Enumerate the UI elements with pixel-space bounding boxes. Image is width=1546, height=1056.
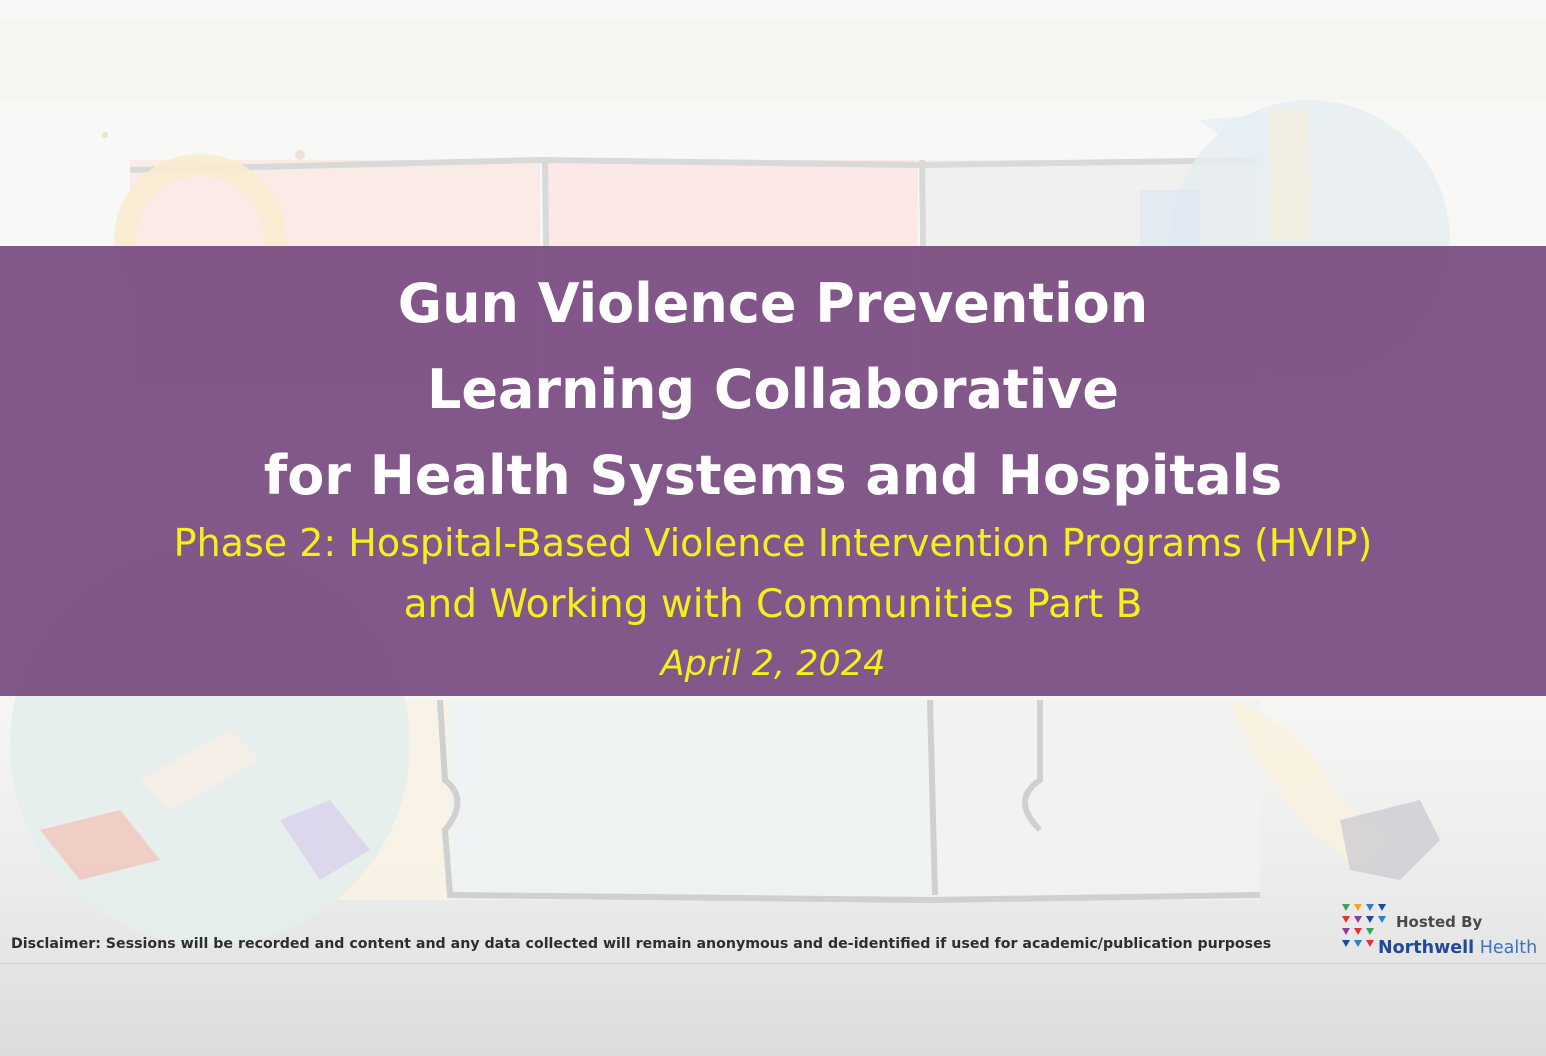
- title-line-2: Learning Collaborative: [426, 358, 1120, 421]
- hosted-by-label: Hosted By: [1396, 913, 1483, 931]
- brand-name: [1378, 936, 1537, 960]
- subtitle-line-2: and Working with Communities Part B: [403, 582, 1143, 627]
- disclaimer-text: Disclaimer: Sessions will be recorded and content and any data collected will remain anonymous and de-identified if used for academic/publication purposes: [11, 936, 1272, 952]
- title-line-1: Gun Violence Prevention: [397, 272, 1149, 335]
- host-logo: [1338, 902, 1546, 962]
- session-date: April 2, 2024: [660, 644, 886, 684]
- brand-name-secondary: Health: [1479, 938, 1538, 958]
- title-line-3: for Health Systems and Hospitals: [263, 444, 1283, 507]
- subtitle-line-1: Phase 2: Hospital-Based Violence Intervention Programs (HVIP): [173, 521, 1373, 565]
- footer-divider: [0, 963, 1546, 964]
- brand-name-primary: Northwell: [1378, 938, 1475, 958]
